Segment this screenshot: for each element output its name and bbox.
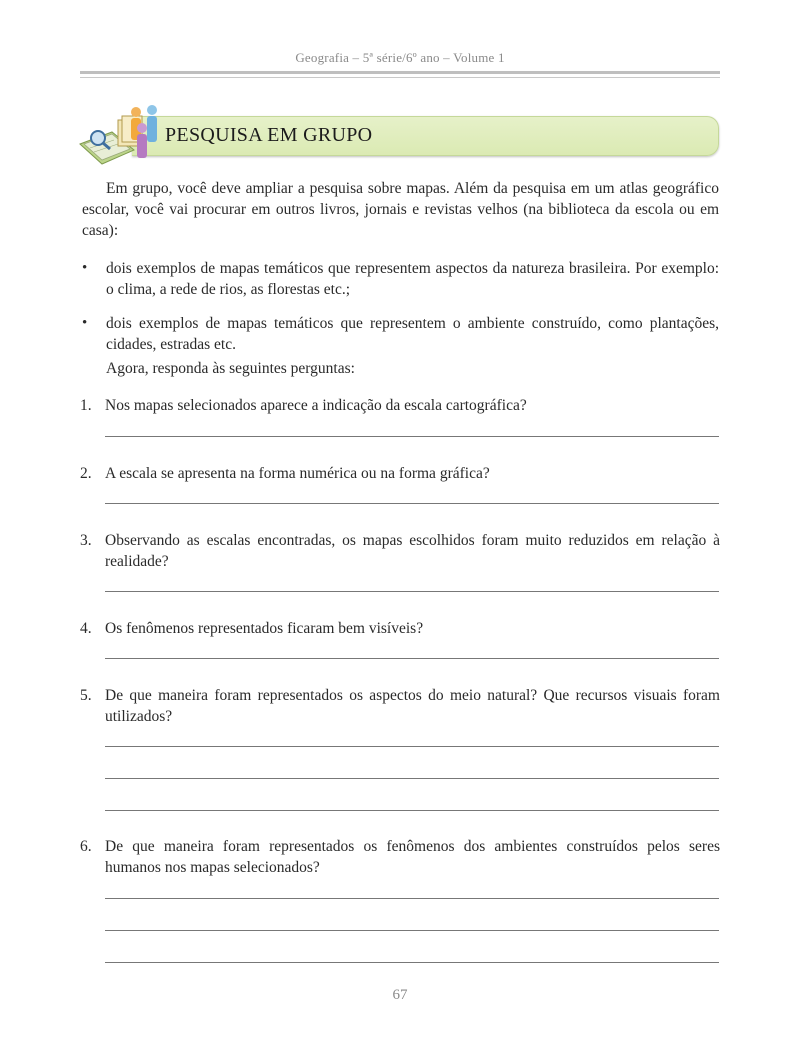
running-header: Geografia – 5ª série/6º ano – Volume 1 xyxy=(295,50,505,65)
answer-line[interactable] xyxy=(105,503,719,504)
answer-line[interactable] xyxy=(105,810,719,811)
question-number: 3. xyxy=(80,532,92,549)
question-text: De que maneira foram representados os aspectos do meio natural? Que recursos visuais foram utilizados? xyxy=(105,687,720,725)
answer-line[interactable] xyxy=(105,746,719,747)
page-number: 67 xyxy=(392,987,408,1003)
answer-line[interactable] xyxy=(105,962,719,963)
answer-line[interactable] xyxy=(105,898,719,899)
bullet-text: dois exemplos de mapas temáticos que representem o ambiente construído, como plantações, cidades, estradas etc. xyxy=(106,315,719,353)
question-number: 5. xyxy=(80,687,92,704)
question-number: 1. xyxy=(80,397,92,414)
question-text: Observando as escalas encontradas, os mapas escolhidos foram muito reduzidos em relação à realidade? xyxy=(105,532,720,570)
answer-line[interactable] xyxy=(105,436,719,437)
intro-paragraph: Em grupo, você deve ampliar a pesquisa sobre mapas. Além da pesquisa em um atlas geográfico escolar, você vai procurar em outros livros, jornais e revistas velhos (na biblioteca da escola ou em casa): xyxy=(82,180,719,239)
question-text: Os fenômenos representados ficaram bem visíveis? xyxy=(105,620,424,637)
question-number: 4. xyxy=(80,620,92,637)
question-text: De que maneira foram representados os fenômenos dos ambientes construídos pelos seres humanos nos mapas selecionados? xyxy=(105,838,720,876)
list-item xyxy=(82,258,719,300)
question-text: A escala se apresenta na forma numérica ou na forma gráfica? xyxy=(105,465,490,482)
answer-line[interactable] xyxy=(105,930,719,931)
bullet-icon: • xyxy=(82,315,88,331)
question-5 xyxy=(80,685,720,727)
bullet-icon: • xyxy=(82,260,88,276)
question-3 xyxy=(80,530,720,572)
answer-line[interactable] xyxy=(105,658,719,659)
question-2 xyxy=(80,463,720,484)
group-research-icon xyxy=(78,102,178,166)
header-rule-thin xyxy=(80,77,720,78)
answer-line[interactable] xyxy=(105,591,719,592)
question-1 xyxy=(80,395,720,416)
question-number: 2. xyxy=(80,465,92,482)
question-number: 6. xyxy=(80,838,92,855)
list-item xyxy=(82,313,719,355)
header-rule xyxy=(80,71,720,74)
answer-line[interactable] xyxy=(105,778,719,779)
bullet-text: dois exemplos de mapas temáticos que representem aspectos da natureza brasileira. Por exemplo: o clima, a rede de rios, as florestas etc.; xyxy=(106,260,719,298)
question-6 xyxy=(80,836,720,878)
questions-prompt: Agora, responda às seguintes perguntas: xyxy=(106,360,355,377)
question-text: Nos mapas selecionados aparece a indicação da escala cartográfica? xyxy=(105,397,527,414)
section-title: PESQUISA EM GRUPO xyxy=(165,124,373,146)
question-4 xyxy=(80,618,720,639)
